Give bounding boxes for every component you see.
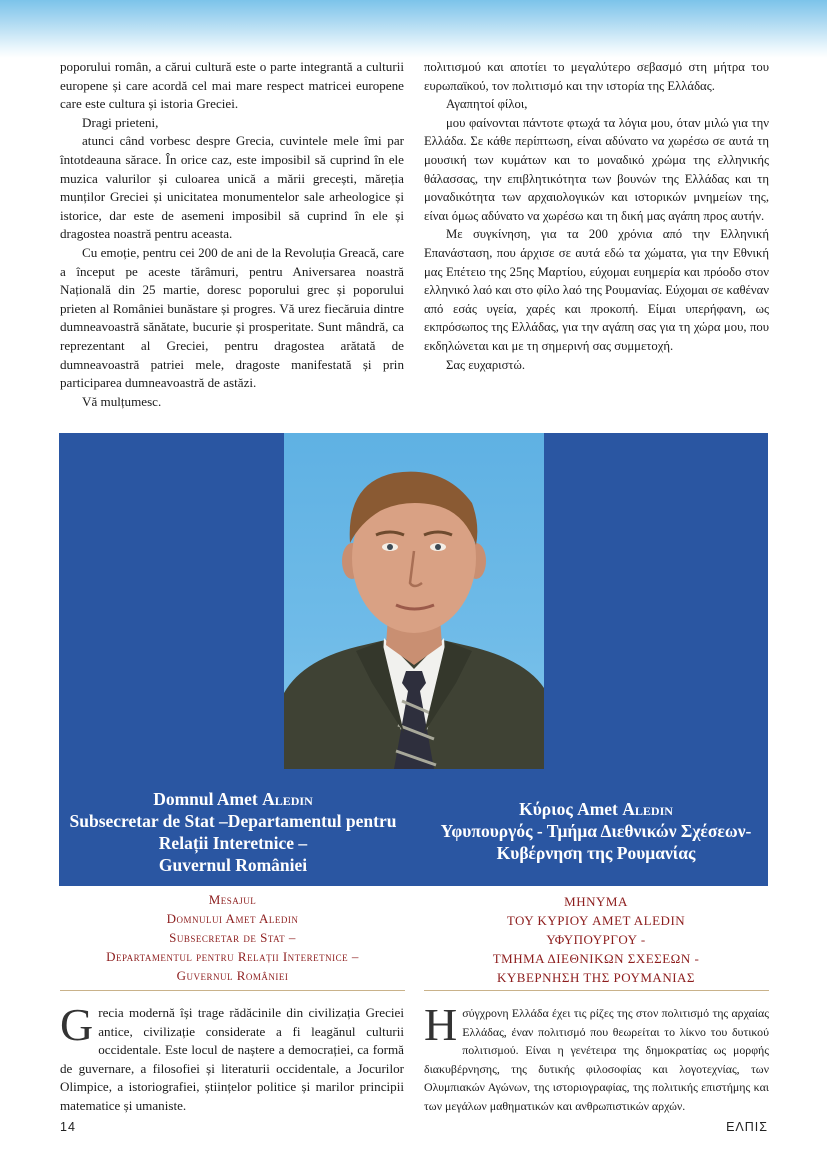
caption-line: Κυβέρνηση της Ρουμανίας [496, 843, 696, 863]
greek-text-column-top [424, 58, 769, 374]
publication-title: ΕΛΠΙΣ [726, 1120, 768, 1134]
message-heading-line: ΤΟΥ ΚΥΡΙΟΥ AMET ALEDIN [506, 913, 686, 928]
portrait-photo [284, 433, 544, 769]
caption-line: Guvernul României [158, 855, 308, 875]
drop-cap: Η [424, 999, 458, 1050]
portrait-caption-greek [424, 798, 768, 864]
message-text: recia modernă își trage rădăcinile din civilizația Greciei antice, civilizație considerate a fi leagănul culturii occidentale. Este locul de naștere a democrației, ca formă de guvernare, a filosofiei și literaturii occidentale, a Jocurilor Olimpice, a istoriografiei, științelor politice și marilor principii matematice și umaniste. [60, 1005, 404, 1113]
message-text: σύγχρονη Ελλάδα έχει τις ρίζες της στον πολιτισμό της αρχαίας Ελλάδας, έναν πολιτισμό που θεωρείται το λίκνο του δυτικού πολιτισμού. Είναι η γενέτειρα της δημοκρατίας ως μορφής διακυβέρνησης, της δυτικής φιλοσοφίας και λογοτεχνίας, των Ολυμπιακών Αγώνων, της ιστοριογραφίας, της πολιτικής επιστήμης και των μεγάλων μαθηματικών και ανθρωπιστικών αρχών. [424, 1006, 769, 1113]
greek-message-body [424, 999, 769, 1116]
message-heading-line: Mesajul [208, 892, 257, 907]
message-heading-line: ΚΥΒΕΡΝΗΣΗ ΤΗΣ ΡΟΥΜΑΝΙΑΣ [497, 970, 695, 985]
caption-line [424, 798, 768, 820]
caption-line [60, 788, 406, 810]
message-heading-romanian [60, 890, 405, 985]
paragraph: μου φαίνονται πάντοτε φτωχά τα λόγια μου, όταν μιλώ για την Ελλάδα. Σε κάθε περίπτωση, είναι αδύνατο να χωρέσω σε αυτά τη μουσική των κυμάτων και το μοναδικό χρώμα της ελληνικής θάλασσας, την επιβλητικότητα των βουνών της Ελλάδας και τη μοναδικότητα των αρχαιολογικών και ιστορικών μνημείων της, είναι όμως αδύνατο να χωρέσω και τη δική μας αγάπη προς αυτήν. [424, 115, 769, 223]
romanian-message-body [60, 999, 404, 1116]
paragraph: Dragi prieteni, [82, 114, 159, 130]
paragraph: Cu emoție, pentru cei 200 de ani de la Revoluția Greacă, care a început pe aceste tărâmuri, pentru Aniversarea noastră Națională din 25 martie, doresc poporului grec și poporului prieten al României bunăstare și progres. Vă urez fiecăruia dintre dumneavoastră sănătate, bucurie și prosperitate. Sunt mândră, ca reprezentant al Greciei, pentru dragostea arătată de dumneavoastră patriei mele, dragoste manifestată și prin participarea dumneavoastră de astăzi. [60, 244, 404, 391]
paragraph: Αγαπητοί φίλοι, [446, 97, 528, 112]
section-divider [60, 990, 405, 991]
paragraph: πολιτισμού και αποτίει το μεγαλύτερο σεβασμό στη μήτρα του ευρωπαϊκού, τον πολιτισμό και την ιστορία της Ελλάδας. [424, 60, 769, 93]
message-heading-line: Domnului Amet Aledin [166, 911, 299, 926]
drop-cap: G [60, 999, 94, 1050]
message-heading-line: ΥΦΥΠΟΥΡΓΟΥ - [546, 932, 646, 947]
caption-line: Relații Interetnice – [158, 833, 308, 853]
message-heading-line: ΤΜΗΜΑ ΔΙΕΘΝΙΚΩΝ ΣΧΕΣΕΩΝ - [492, 951, 700, 966]
message-heading-line: Subsecretar de Stat – [169, 930, 296, 945]
paragraph: poporului român, a cărui cultură este o parte integrantă a culturii europene și care acordă cel mai mare respect matricei europene care este cultura și istoria Greciei. [60, 59, 404, 112]
caption-surname: Aledin [262, 789, 313, 809]
paragraph: Με συγκίνηση, για τα 200 χρόνια από την Ελληνική Επανάσταση, που άρχισε σε αυτά εδώ τα χώματα, για την Εθνική μας Επέτειο της 25ης Μαρτίου, εύχομαι ευημερία και πρόοδο στον ελληνικό λαό και στο φίλο λαό της Ρουμανίας. Εύχομαι σε καθέναν από εσάς υγεία, χαρές και προκοπή. Είμαι υπερήφανη, ως εκπρόσωπος της Ελλάδας, για την αγάπη σας για τη χώρα μου, που εκδηλώνεται και με τη σημερινή σας συμμετοχή. [424, 227, 769, 353]
paragraph: Vă mulțumesc. [82, 393, 162, 409]
caption-line: Subsecretar de Stat –Departamentul pentru [69, 811, 397, 831]
message-heading-greek [424, 892, 768, 987]
paragraph: atunci când vorbesc despre Grecia, cuvintele mele îmi par întotdeauna sărace. În orice caz, este imposibil să cuprind în ele muzica valurilor și culoarea unică a mării grecești, măreția munților Greciei și unicitatea monumentelor sale arheologice și istorice, dar este de asemeni imposibil să cuprind în ele și dragostea noastră pentru aceasta. [60, 133, 404, 242]
message-heading-line: ΜΗΝΥΜΑ [564, 894, 628, 909]
caption-name-prefix: Κύριος Amet [519, 799, 623, 819]
portrait-caption-romanian [60, 788, 406, 876]
section-divider [424, 990, 769, 991]
caption-line: Υφυπουργός - Τμήμα Διεθνικών Σχέσεων- [440, 821, 752, 841]
message-heading-line: Guvernul României [176, 968, 289, 983]
message-heading-line: Departamentul pentru Relații Interetnice – [106, 949, 359, 964]
romanian-text-column-top [60, 58, 404, 411]
portrait-illustration [284, 433, 544, 769]
paragraph: Σας ευχαριστώ. [446, 357, 526, 372]
header-gradient-band [0, 0, 827, 58]
page-number: 14 [60, 1120, 76, 1134]
caption-surname: Aledin [622, 799, 673, 819]
caption-name-prefix: Domnul Amet [153, 789, 263, 809]
